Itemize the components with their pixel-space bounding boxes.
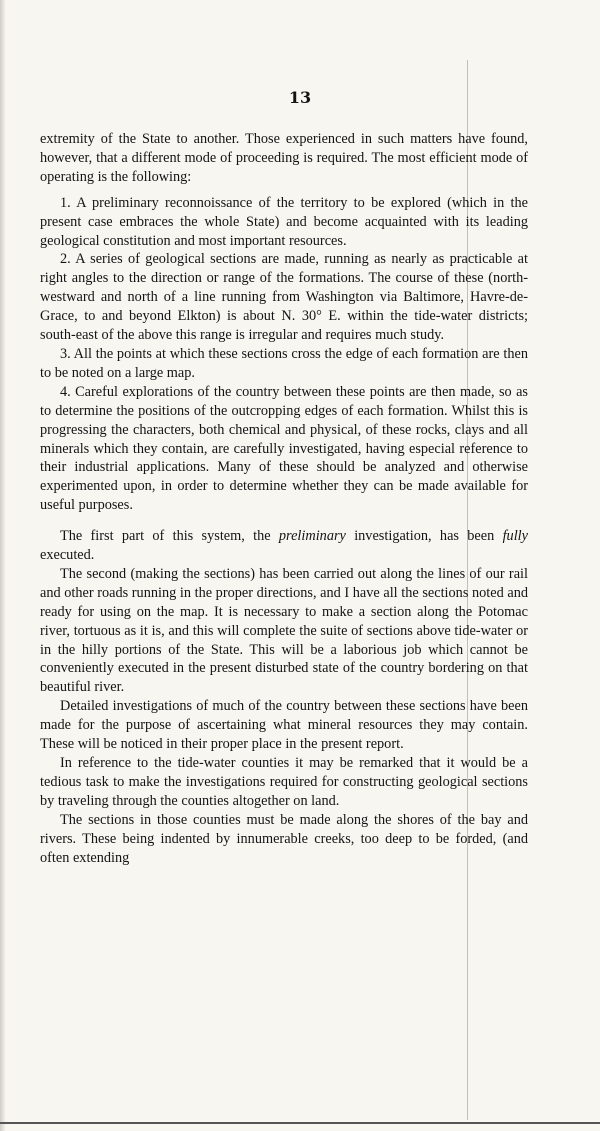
paragraph-continued: extremity of the State to another. Those experienced in such matters have found, however, that a different mode of proceeding is required. The most efficient mode of operating is the following:: [40, 131, 528, 185]
list-item-4: 4. Careful explorations of the country between these points are then made, so as to determine the positions of the outcropping edges of each formation. Whilst this is progressing the characters, both chemical and physical, of these rocks, clays and all minerals which they contain, are carefully investigated, having especial reference to their industrial applications. Many of these should be analyzed and otherwise experimented upon, in order to determine whether they can be made available for useful purposes.: [40, 383, 528, 514]
scan-edge-shadow: [0, 0, 6, 1131]
text-run: The first part of this system, the: [60, 528, 279, 545]
list-item-3: 3. All the points at which these sections cross the edge of each formation are then to be noted on a large map.: [40, 345, 528, 381]
emphasis-fully: fully: [502, 528, 528, 545]
page-number: 13: [288, 88, 312, 107]
paragraph-sections-counties: The sections in those counties must be made along the shores of the bay and rivers. These being indented by innumerable creeks, too deep to be forded, (and often extending: [40, 811, 528, 866]
emphasis-preliminary: preliminary: [278, 528, 346, 545]
list-item-1: 1. A preliminary reconnoissance of the territory to be explored (which in the present case embraces the whole State) and become acquainted with its leading geological constitution and most important resources.: [40, 194, 528, 249]
text-run: executed.: [40, 547, 95, 564]
body-text: [40, 130, 528, 867]
paragraph-first-part: [40, 527, 528, 565]
bottom-rule: [0, 1122, 600, 1124]
paragraph-detailed-investigations: Detailed investigations of much of the country between these sections have been made for the purpose of ascertaining what mineral resources they may contain. These will be noticed in their proper place in the present report.: [40, 698, 528, 753]
paragraph-tide-water: In reference to the tide-water counties it may be remarked that it would be a tedious task to make the investigations required for constructing geological sections by traveling through the counties altogether on land.: [40, 755, 528, 809]
paragraph-second-part: The second (making the sections) has been carried out along the lines of our rail and other roads running in the proper directions, and I have all the sections noted and ready for using on the map. It is necessary to make a section along the Potomac river, tortuous as it is, and this will complete the suite of sections above tide-water or in the hilly portions of the State. This will be a laborious job which cannot be conveniently executed in the present disturbed state of the country bordering on that beautiful river.: [40, 565, 528, 696]
list-item-2: 2. A series of geological sections are made, running as nearly as practicable at right angles to the direction or range of the formations. The course of these (north-westward and north of a line running from Washington via Baltimore, Havre-de-Grace, to and beyond Elkton) is about N. 30° E. within the tide-water districts; south-east of the above this range is irregular and requires much study.: [40, 251, 528, 344]
text-run: investigation, has been: [345, 528, 503, 545]
